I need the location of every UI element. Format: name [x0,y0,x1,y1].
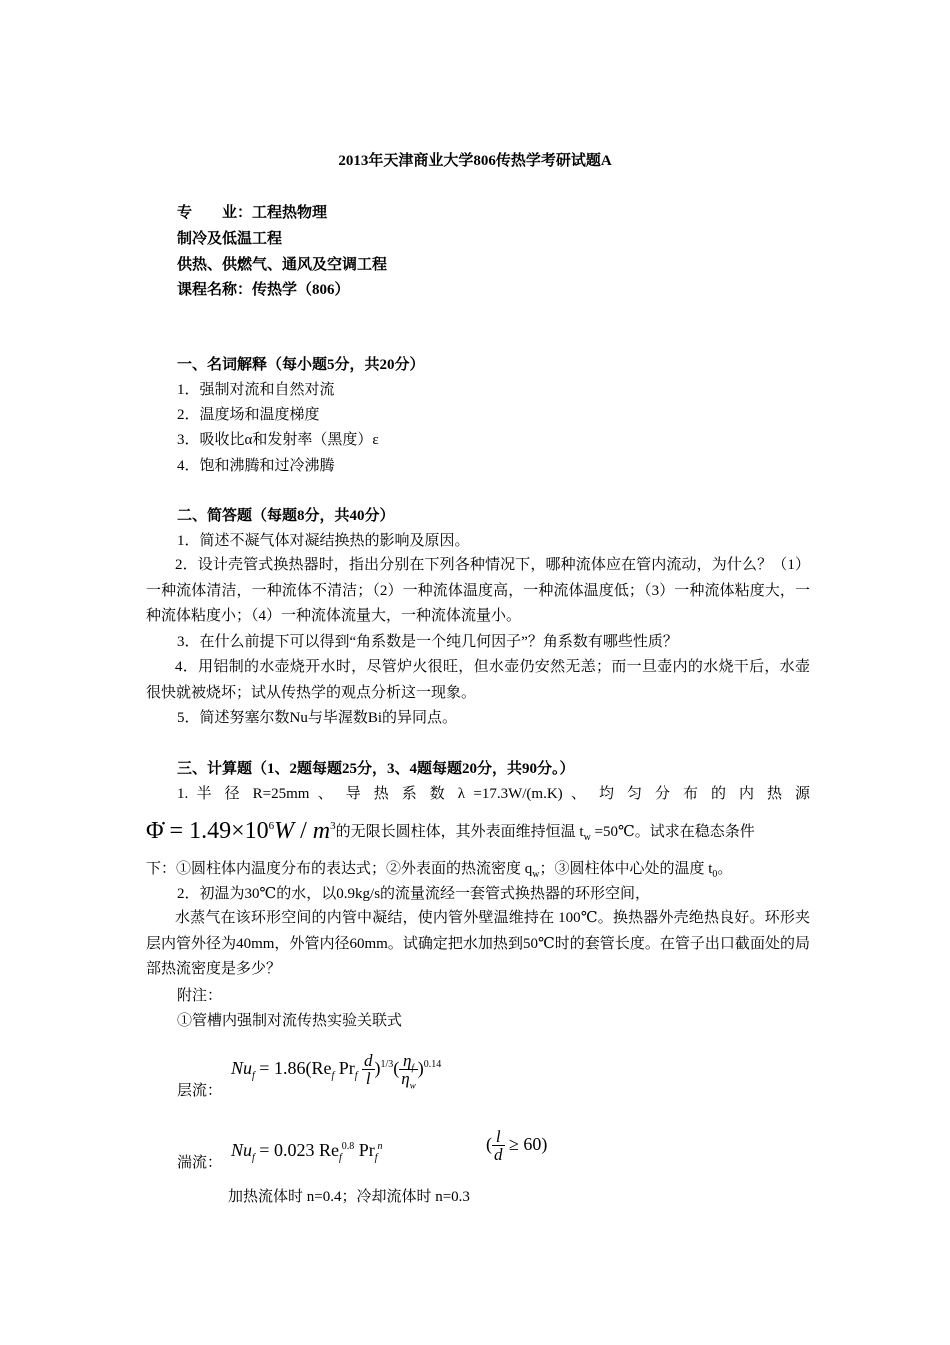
section3-heading: 三、计算题（1、2题每题25分，3、4题每题20分，共90分。） [177,761,575,777]
section2-q2: 2．设计壳管式换热器时，指出分别在下列各种情况下，哪种流体应在管内流动，为什么？（1）一种流体清洁，一种流体不清洁；（2）一种流体温度高，一种流体温度低；（3）一种流体粘度大，一种流体粘度小；（4）一种流体流量大，一种流体流量小。 [146,557,810,624]
section2-heading: 二、简答题（每题8分，共40分） [177,508,395,524]
section1-item-4: 4．饱和沸腾和过冷沸腾 [177,458,335,474]
section2-q3: 3．在什么前提下可以得到“角系数是一个纯几何因子”？角系数有哪些性质？ [177,634,678,650]
section3-q1-line1: 1. 半 径 R=25mm 、 导 热 系 数 λ =17.3W/(m.K) 、 均 匀 分 布 的 内 热 源 [177,786,810,802]
section1-item-2: 2．温度场和温度梯度 [177,407,320,423]
turbulent-label: 湍流： [177,1155,223,1171]
q1-text-c: 下：①圆柱体内温度分布的表达式；②外表面的热流密度 q [146,861,533,877]
laminar-formula: $Nu_f = 1.86(Re_f$ $Pr_f$ $\frac{d}{l}$ )$^{1/3}$( $\frac{\eta_f}{\eta_w}$ )$^{0.14}$ [231,1051,442,1091]
section2-q4: 4．用铝制的水壶烧开水时，尽管炉火很旺，但水壶仍安然无恙；而一旦壶内的水烧干后，水壶很快就被烧坏；试从传热学的观点分析这一现象。 [146,659,810,701]
major-line: 专 业：工程热物理 [177,205,328,221]
q1-text-d: ；③圆柱体中心处的温度 t [539,861,713,877]
section1-item-1: 1．强制对流和自然对流 [177,382,335,398]
section3-q1-line3: 下：①圆柱体内温度分布的表达式；②外表面的热流密度 $q_w$；③圆柱体中心处的温度 $t_0$。 [146,861,733,880]
section1-item-3: 3．吸收比α和发射率（黑度）ε [177,432,379,448]
q1-text-a: 的无限长圆柱体，其外表面维持恒温 t [335,824,584,840]
turbulent-condition: ( $\frac{l}{d}$ ≥ 60) [486,1127,548,1165]
laminar-label: 层流： [177,1083,223,1099]
page-title: 2013年天津商业大学806传热学考研试题A [338,153,612,169]
section2-q5: 5．简述努塞尔数Nu与毕渥数Bi的异同点。 [177,710,458,726]
course-name: 课程名称：传热学（806） [177,282,350,298]
section2-q1: 1．简述不凝气体对凝结换热的影响及原因。 [177,533,470,549]
section1-heading: 一、名词解释（每小题5分，共20分） [177,357,425,373]
turbulent-formula: $Nu_f = 0.023$ $Re_f^{0.8}$ $Pr_f^n$ [231,1140,383,1164]
q1-text-e: 。 [717,861,733,877]
q1-text-b: =50℃。试求在稳态条件 [594,824,755,840]
heating-note: 加热流体时 n=0.4；冷却流体时 n=0.3 [228,1189,470,1205]
major-line-2: 制冷及低温工程 [177,231,283,247]
heat-source-formula: Φ̇ = $1.49\times 10^6W / m^3$ [146,818,336,844]
section3-q2-body: 水蒸气在该环形空间的内管中凝结，使内管外壁温维持在 100℃。换热器外壳绝热良好。环形夹层内管外径为40mm，外管内径60mm。试确定把水加热到50℃时的套管长度。在管子出口截面处的局部热流密度是多少？ [146,910,810,977]
section3-q1-line2: Φ̇ = $1.49\times 10^6W / m^3$的无限长圆柱体，其外表面维持恒温 $t_w$ =50℃。试求在稳态条件 [146,818,755,844]
note-1: ①管槽内强制对流传热实验关联式 [177,1013,403,1029]
note-label: 附注： [177,988,223,1004]
major-line-3: 供热、供燃气、通风及空调工程 [177,257,388,273]
section3-q2-line1: 2．初温为30℃的水，以0.9kg/s的流量流经一套管式换热器的环形空间， [177,886,651,902]
